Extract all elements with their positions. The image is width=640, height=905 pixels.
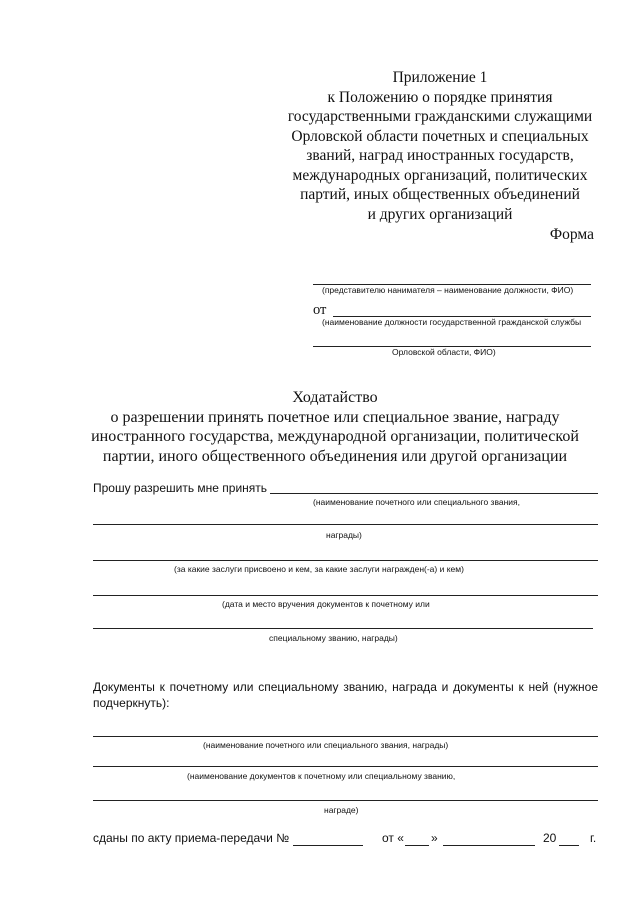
appendix-line: Приложение 1: [392, 69, 488, 86]
act-number-field[interactable]: [293, 845, 363, 846]
appendix-line: к Положению о порядке принятия: [327, 88, 553, 106]
request-caption-3: (за какие заслуги присвоено и кем, за какие заслуги награжден(-а) и кем): [174, 564, 464, 574]
merits-field[interactable]: [93, 560, 598, 561]
month-field[interactable]: [443, 845, 535, 846]
date-close-quote: »: [431, 831, 438, 845]
appendix-line: званий, наград иностранных государств,: [306, 147, 574, 164]
petition-title: [80, 388, 590, 466]
form-label: Форма: [549, 226, 594, 243]
sender-caption-2: Орловской области, ФИО): [392, 347, 496, 357]
documents-field[interactable]: [93, 766, 598, 767]
year-prefix: 20: [543, 831, 557, 845]
sender-caption: (наименование должности государственной гражданской службы: [322, 317, 582, 327]
docs-caption-3: награде): [324, 805, 359, 815]
year-field[interactable]: [559, 845, 579, 846]
request-label: Прошу разрешить мне принять: [93, 481, 268, 495]
documents-paragraph: Документы к почетному или специальному званию, награда и документы к ней (нужное подчеркнуть):: [93, 680, 598, 710]
appendix-line: Орловской области почетных и специальных: [291, 127, 589, 145]
title-name-field[interactable]: [270, 493, 598, 494]
request-caption-5: специальному званию, награды): [269, 633, 398, 643]
title-line: иностранного государства, международной организации, политической: [91, 428, 579, 445]
date-place-field[interactable]: [93, 595, 598, 596]
title-heading: Ходатайство: [292, 389, 378, 406]
title-line: партии, иного общественного объединения или другой организации: [102, 447, 568, 465]
date-open-label: от «: [382, 831, 404, 845]
docs-caption-2: (наименование документов к почетному или специальному званию,: [187, 771, 456, 781]
award-name-field[interactable]: [93, 736, 598, 737]
documents-field-2[interactable]: [93, 800, 598, 801]
year-suffix: г.: [590, 831, 597, 845]
title-line: о разрешении принять почетное или специальное звание, награду: [110, 408, 560, 426]
appendix-line: государственными гражданскими служащими: [287, 108, 593, 125]
request-caption-2: награды): [326, 530, 362, 540]
date-place-field-2[interactable]: [93, 628, 593, 629]
from-label: от: [313, 302, 327, 318]
act-label: сданы по акту приема-передачи №: [93, 831, 290, 845]
appendix-line: и других организаций: [367, 205, 513, 223]
request-caption-4: (дата и место вручения документов к почетному или: [222, 599, 430, 609]
day-field[interactable]: [405, 845, 429, 846]
docs-caption-1: (наименование почетного или специального звания, награды): [203, 740, 449, 750]
appendix-heading: [270, 68, 610, 224]
addressee-caption: (представителю нанимателя – наименование должности, ФИО): [322, 285, 574, 295]
title-name-field-2[interactable]: [93, 524, 598, 525]
request-caption-1: (наименование почетного или специального звания,: [313, 497, 521, 507]
appendix-line: международных организаций, политических: [292, 166, 588, 184]
appendix-line: партий, иных общественных объединений: [300, 186, 580, 203]
